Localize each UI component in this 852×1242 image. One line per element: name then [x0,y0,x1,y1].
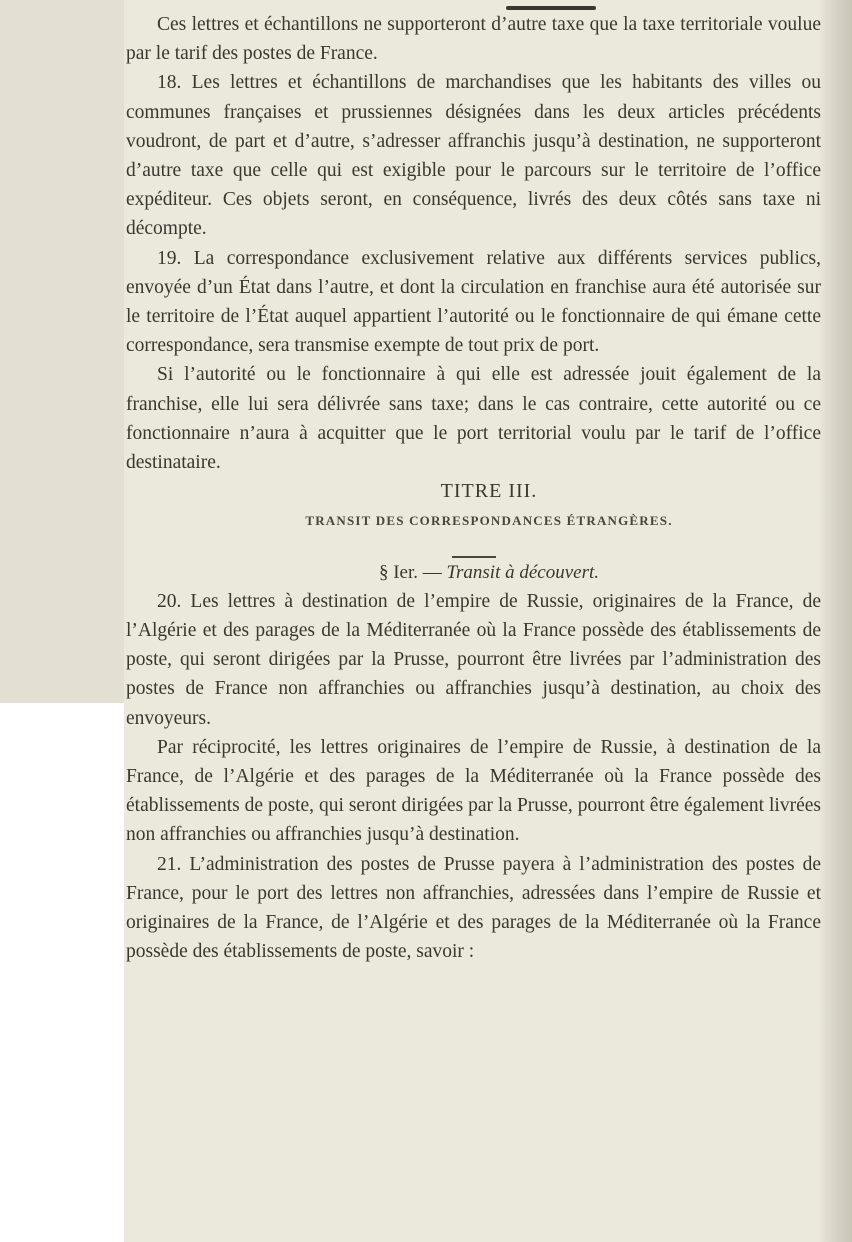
title-subheading: TRANSIT DES CORRESPONDANCES ÉTRANGÈRES. [305,513,673,529]
section-mark: § Ier. — [378,561,442,583]
section-heading [126,558,821,587]
page-gutter-shadow [818,0,852,1242]
paragraph-article-20: 20. Les lettres à destination de l’empire de Russie, originaires de la France, de l’Algérie et des parages de la Méditerranée où la France possède des établissements de poste, qui seront dirigées par la Prusse, pourront être livrées par l’administration des postes de France non affranchies ou affranchies jusqu’à destination, au choix des envoyeurs. [126,590,821,729]
paragraph-article-19-cont: Si l’autorité ou le fonctionnaire à qui elle est adressée jouit également de la franchise, elle lui sera délivrée sans taxe; dans le cas contraire, cette autorité ou ce fonctionnaire n’aura à acquitter que le port territorial voulu par le tarif de l’office destinataire. [126,364,821,474]
scan-left-margin [0,0,124,703]
scan-blank-region [0,703,124,1242]
paragraph-article-18: 18. Les lettres et échantillons de marchandises que les habitants des villes ou communes françaises et prussiennes désignées dans les deux articles précédents voudront, de part et d’autre, s’adresser affranchis jusqu’à destination, ne supporteront d’autre taxe que celle qui est exigible pour le parcours sur le territoire de l’office expéditeur. Ces objets seront, en conséquence, livrés des deux côtés sans taxe ni décompte. [126,72,821,240]
paragraph-17-end: Ces lettres et échantillons ne supporteront d’autre taxe que la taxe territoriale voulue par le tarif des postes de France. [126,14,821,65]
page-header-fragment [506,0,596,12]
paragraph-article-20-cont: Par réciprocité, les lettres originaires de l’empire de Russie, à destination de la France, de l’Algérie et des parages de la Méditerranée où la France possède des établissements de poste, qui seront dirigées par la Prusse, pourront être également livrées non affranchies ou affranchies jusqu’à destination. [126,736,821,846]
title-heading: TITRE III. [440,480,538,503]
document-page [126,10,821,967]
section-title: Transit à découvert. [446,561,600,583]
paragraph-article-21: 21. L’administration des postes de Prusse payera à l’administration des postes de France, pour le port des lettres non affranchies, adressées dans l’empire de Russie et originaires de la France, de l’Algérie et des parages de la Méditerranée où la France possède des établissements de poste, savoir : [126,853,821,963]
paragraph-article-19: 19. La correspondance exclusivement relative aux différents services publics, envoyée d’un État dans l’autre, et dont la circulation en franchise aura été autorisée sur le territoire de l’État auquel appartient l’autorité ou le fonctionnaire de qui émane cette correspondance, sera transmise exempte de tout prix de port. [126,247,821,357]
